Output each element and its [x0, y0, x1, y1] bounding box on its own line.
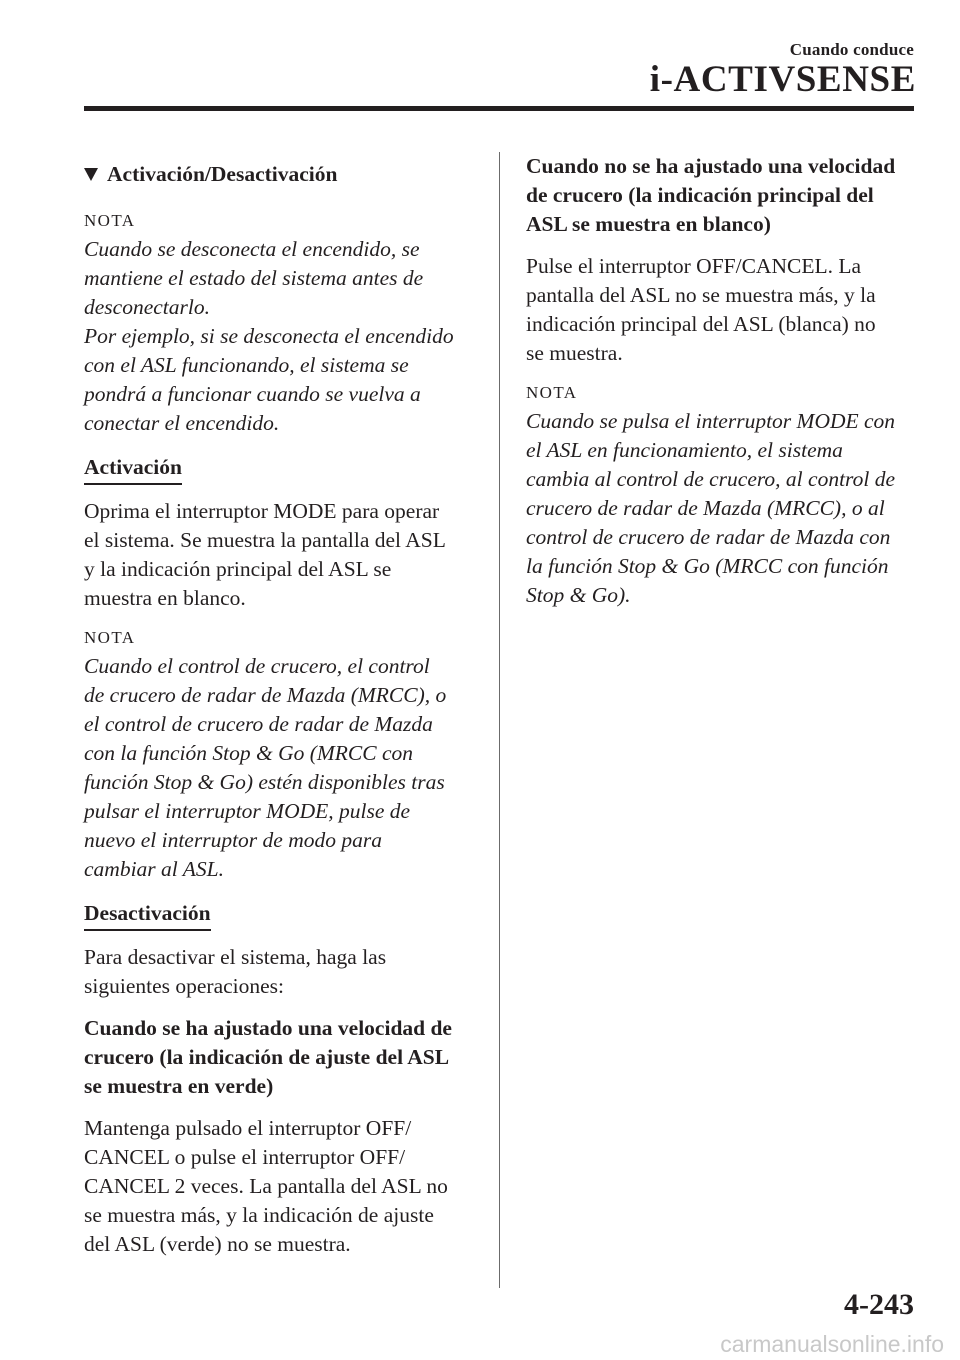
- note-line: Cuando se desconecta el encendido, se: [84, 237, 420, 261]
- left-column: [84, 152, 489, 1272]
- text-line: CANCEL 2 veces. La pantalla del ASL no: [84, 1174, 448, 1198]
- text-line: se muestra en verde): [84, 1074, 274, 1098]
- text-line: Pulse el interruptor OFF/CANCEL. La: [526, 254, 862, 278]
- note-block: [84, 209, 489, 438]
- note-line: pulsar el interruptor MODE, pulse de: [84, 799, 411, 823]
- note-line: conectar el encendido.: [84, 411, 280, 435]
- note-line: pondrá a funcionar cuando se vuelva a: [84, 382, 421, 406]
- case-heading: [84, 1014, 489, 1101]
- note-line: mantiene el estado del sistema antes de: [84, 266, 424, 290]
- note-line: cambia al control de crucero, al control de: [526, 467, 896, 491]
- note-line: desconectarlo.: [84, 295, 210, 319]
- text-line: siguientes operaciones:: [84, 974, 285, 998]
- text-line: se muestra.: [526, 341, 623, 365]
- text-line: Cuando no se ha ajustado una velocidad: [526, 154, 896, 178]
- note-line: nuevo el interruptor de modo para: [84, 828, 382, 852]
- text-line: se muestra más, y la indicación de ajuste: [84, 1203, 434, 1227]
- case-paragraph: [526, 252, 918, 368]
- note-block: [526, 381, 918, 610]
- activation-paragraph: [84, 497, 489, 613]
- down-triangle-icon: [84, 168, 98, 181]
- note-line: Stop & Go).: [526, 583, 631, 607]
- note-line: función Stop & Go) estén disponibles tras: [84, 770, 445, 794]
- text-line: y la indicación principal del ASL se: [84, 557, 392, 581]
- note-label: NOTA: [84, 628, 136, 647]
- note-line: de crucero de radar de Mazda (MRCC), o: [84, 683, 447, 707]
- text-line: ASL se muestra en blanco): [526, 212, 771, 236]
- note-line: el ASL en funcionamiento, el sistema: [526, 438, 843, 462]
- page-number: 4-243: [844, 1288, 914, 1321]
- note-label: NOTA: [84, 211, 136, 230]
- text-line: Oprima el interruptor MODE para operar: [84, 499, 440, 523]
- activation-heading: Activación: [84, 454, 182, 485]
- text-line: crucero (la indicación de ajuste del ASL: [84, 1045, 450, 1069]
- text-line: el sistema. Se muestra la pantalla del ASL: [84, 528, 446, 552]
- header-title: i-ACTIVSENSE: [649, 59, 916, 100]
- note-line: el control de crucero de radar de Mazda: [84, 712, 433, 736]
- header-rule: [84, 106, 914, 111]
- text-line: CANCEL o pulse el interruptor OFF/: [84, 1145, 406, 1169]
- text-line: pantalla del ASL no se muestra más, y la: [526, 283, 876, 307]
- note-label: NOTA: [526, 383, 578, 402]
- header-subtitle: Cuando conduce: [789, 40, 914, 59]
- text-line: indicación principal del ASL (blanca) no: [526, 312, 876, 336]
- note-line: Cuando el control de crucero, el control: [84, 654, 430, 678]
- case-heading: [526, 152, 918, 239]
- text-line: Para desactivar el sistema, haga las: [84, 945, 387, 969]
- note-line: control de crucero de radar de Mazda con: [526, 525, 891, 549]
- note-line: cambiar al ASL.: [84, 857, 224, 881]
- right-column: [526, 152, 918, 624]
- section-heading-text: Activación/Desactivación: [107, 162, 338, 186]
- deactivation-paragraph: [84, 943, 489, 1001]
- column-divider: [499, 152, 500, 1288]
- watermark: carmanualsonline.info: [720, 1331, 944, 1357]
- note-line: Por ejemplo, si se desconecta el encendido: [84, 324, 454, 348]
- note-line: la función Stop & Go (MRCC con función: [526, 554, 889, 578]
- case-paragraph: [84, 1114, 489, 1259]
- note-block: [84, 626, 489, 884]
- deactivation-heading: Desactivación: [84, 900, 211, 931]
- section-heading: [84, 160, 489, 189]
- text-line: del ASL (verde) no se muestra.: [84, 1232, 351, 1256]
- note-line: crucero de radar de Mazda (MRCC), o al: [526, 496, 885, 520]
- text-line: Mantenga pulsado el interruptor OFF/: [84, 1116, 412, 1140]
- note-line: Cuando se pulsa el interruptor MODE con: [526, 409, 896, 433]
- text-line: Cuando se ha ajustado una velocidad de: [84, 1016, 452, 1040]
- note-line: con la función Stop & Go (MRCC con: [84, 741, 414, 765]
- text-line: de crucero (la indicación principal del: [526, 183, 874, 207]
- note-line: con el ASL funcionando, el sistema se: [84, 353, 409, 377]
- text-line: muestra en blanco.: [84, 586, 246, 610]
